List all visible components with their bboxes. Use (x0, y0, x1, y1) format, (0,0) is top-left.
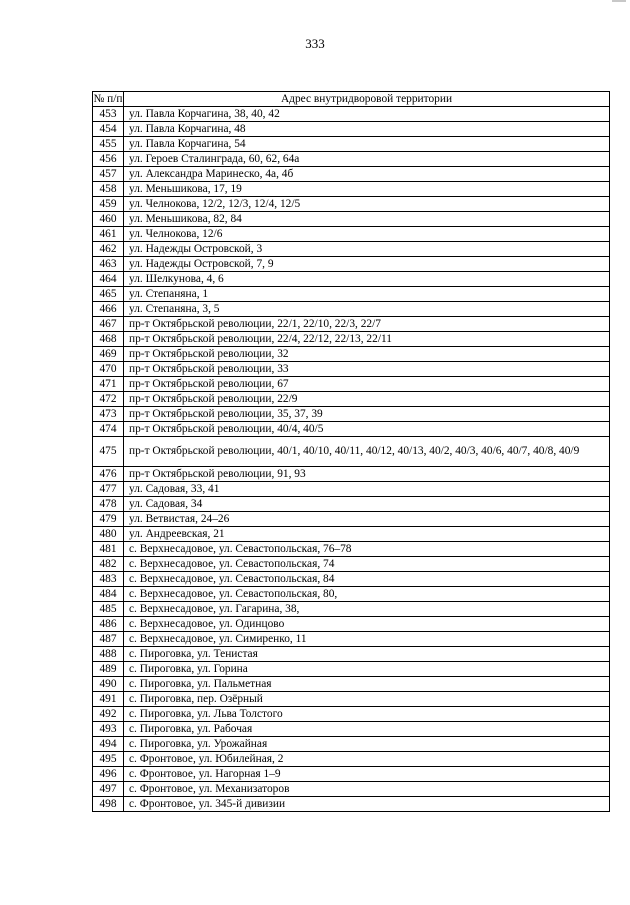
table-row (93, 782, 610, 797)
row-address: с. Пироговка, ул. Пальметная (124, 677, 610, 692)
table-body (93, 107, 610, 812)
row-address: с. Верхнесадовое, ул. Севастопольская, 74 (124, 557, 610, 572)
row-number: 495 (93, 752, 124, 767)
row-address: ул. Челнокова, 12/6 (124, 227, 610, 242)
table-row (93, 197, 610, 212)
row-address: с. Пироговка, ул. Урожайная (124, 737, 610, 752)
table-row (93, 137, 610, 152)
table-row (93, 182, 610, 197)
row-number: 454 (93, 122, 124, 137)
row-number: 463 (93, 257, 124, 272)
row-address: ул. Павла Корчагина, 54 (124, 137, 610, 152)
row-address: с. Верхнесадовое, ул. Севастопольская, 84 (124, 572, 610, 587)
row-address: пр-т Октябрьской революции, 22/1, 22/10, 22/3, 22/7 (124, 317, 610, 332)
row-address: ул. Садовая, 34 (124, 497, 610, 512)
table-row (93, 272, 610, 287)
row-address: с. Фронтовое, ул. Механизаторов (124, 782, 610, 797)
table-row (93, 602, 610, 617)
table-row (93, 497, 610, 512)
table-row (93, 377, 610, 392)
row-number: 457 (93, 167, 124, 182)
row-address: пр-т Октябрьской революции, 35, 37, 39 (124, 407, 610, 422)
page-number: 333 (305, 36, 325, 51)
row-number: 459 (93, 197, 124, 212)
table-row (93, 392, 610, 407)
table-row (93, 737, 610, 752)
row-address: с. Пироговка, ул. Льва Толстого (124, 707, 610, 722)
row-address: с. Верхнесадовое, ул. Севастопольская, 80, (124, 587, 610, 602)
table-row (93, 302, 610, 317)
row-address: пр-т Октябрьской революции, 67 (124, 377, 610, 392)
row-number: 484 (93, 587, 124, 602)
table-row (93, 212, 610, 227)
row-number: 483 (93, 572, 124, 587)
row-number: 472 (93, 392, 124, 407)
table-row (93, 662, 610, 677)
row-address: ул. Шелкунова, 4, 6 (124, 272, 610, 287)
table-row (93, 437, 610, 467)
header-address: Адрес внутридворовой территории (124, 92, 610, 107)
table-row (93, 767, 610, 782)
row-address: с. Фронтовое, ул. Нагорная 1–9 (124, 767, 610, 782)
table-row (93, 797, 610, 812)
row-number: 462 (93, 242, 124, 257)
row-number: 470 (93, 362, 124, 377)
row-number: 461 (93, 227, 124, 242)
row-address: пр-т Октябрьской революции, 40/4, 40/5 (124, 422, 610, 437)
table-row (93, 242, 610, 257)
row-number: 453 (93, 107, 124, 122)
row-address: с. Верхнесадовое, ул. Одинцово (124, 617, 610, 632)
table-row (93, 542, 610, 557)
table-row (93, 587, 610, 602)
row-number: 455 (93, 137, 124, 152)
table-row (93, 752, 610, 767)
row-number: 477 (93, 482, 124, 497)
row-address: ул. Героев Сталинграда, 60, 62, 64а (124, 152, 610, 167)
table-row (93, 122, 610, 137)
row-address: с. Верхнесадовое, ул. Гагарина, 38, (124, 602, 610, 617)
row-number: 490 (93, 677, 124, 692)
row-number: 475 (93, 437, 124, 467)
row-address: ул. Степаняна, 1 (124, 287, 610, 302)
table-row (93, 572, 610, 587)
row-address: пр-т Октябрьской революции, 33 (124, 362, 610, 377)
table-header-row (93, 92, 610, 107)
table-row (93, 722, 610, 737)
row-address: пр-т Октябрьской революции, 91, 93 (124, 467, 610, 482)
header-num: № п/п (93, 92, 123, 105)
row-address: с. Фронтовое, ул. 345-й дивизии (124, 797, 610, 812)
row-address: с. Пироговка, пер. Озёрный (124, 692, 610, 707)
row-address: ул. Надежды Островской, 7, 9 (124, 257, 610, 272)
row-address: ул. Александра Маринеско, 4а, 4б (124, 167, 610, 182)
row-number: 473 (93, 407, 124, 422)
row-number: 478 (93, 497, 124, 512)
row-number: 488 (93, 647, 124, 662)
table-row (93, 647, 610, 662)
table-row (93, 287, 610, 302)
row-address: ул. Меньшикова, 82, 84 (124, 212, 610, 227)
table-row (93, 362, 610, 377)
row-address: с. Верхнесадовое, ул. Симиренко, 11 (124, 632, 610, 647)
table-row (93, 167, 610, 182)
row-number: 460 (93, 212, 124, 227)
row-number: 468 (93, 332, 124, 347)
row-number: 491 (93, 692, 124, 707)
row-address: ул. Челнокова, 12/2, 12/3, 12/4, 12/5 (124, 197, 610, 212)
address-table (92, 91, 610, 812)
row-number: 496 (93, 767, 124, 782)
table-row (93, 692, 610, 707)
table-row (93, 512, 610, 527)
row-number: 465 (93, 287, 124, 302)
row-address: ул. Павла Корчагина, 38, 40, 42 (124, 107, 610, 122)
row-number: 464 (93, 272, 124, 287)
row-address: с. Пироговка, ул. Тенистая (124, 647, 610, 662)
row-number: 458 (93, 182, 124, 197)
scan-corner-mark (612, 0, 626, 2)
row-number: 469 (93, 347, 124, 362)
table-row (93, 257, 610, 272)
table-row (93, 557, 610, 572)
row-number: 456 (93, 152, 124, 167)
row-number: 497 (93, 782, 124, 797)
row-number: 479 (93, 512, 124, 527)
row-number: 466 (93, 302, 124, 317)
table-row (93, 422, 610, 437)
row-address: с. Пироговка, ул. Рабочая (124, 722, 610, 737)
row-address: ул. Надежды Островской, 3 (124, 242, 610, 257)
row-address: пр-т Октябрьской революции, 22/9 (124, 392, 610, 407)
row-number: 494 (93, 737, 124, 752)
row-number: 486 (93, 617, 124, 632)
row-number: 492 (93, 707, 124, 722)
table-row (93, 632, 610, 647)
row-address: пр-т Октябрьской революции, 32 (124, 347, 610, 362)
row-number: 476 (93, 467, 124, 482)
row-number: 482 (93, 557, 124, 572)
row-number: 489 (93, 662, 124, 677)
row-number: 487 (93, 632, 124, 647)
table-row (93, 677, 610, 692)
row-address: ул. Меньшикова, 17, 19 (124, 182, 610, 197)
table-row (93, 617, 610, 632)
table-row (93, 467, 610, 482)
row-number: 480 (93, 527, 124, 542)
row-number: 493 (93, 722, 124, 737)
table-row (93, 482, 610, 497)
table-row (93, 527, 610, 542)
table-row (93, 317, 610, 332)
row-number: 481 (93, 542, 124, 557)
row-number: 498 (93, 797, 124, 812)
row-address: с. Пироговка, ул. Горина (124, 662, 610, 677)
row-address: ул. Андреевская, 21 (124, 527, 610, 542)
row-number: 467 (93, 317, 124, 332)
table-row (93, 227, 610, 242)
row-number: 485 (93, 602, 124, 617)
row-address: ул. Садовая, 33, 41 (124, 482, 610, 497)
row-address: ул. Павла Корчагина, 48 (124, 122, 610, 137)
row-address: пр-т Октябрьской революции, 40/1, 40/10, 40/11, 40/12, 40/13, 40/2, 40/3, 40/6, 40/7, 40/8, 40/9 (124, 437, 610, 467)
table-row (93, 407, 610, 422)
row-number: 471 (93, 377, 124, 392)
table-row (93, 107, 610, 122)
table-row (93, 152, 610, 167)
table-row (93, 347, 610, 362)
row-address: ул. Ветвистая, 24–26 (124, 512, 610, 527)
row-address: пр-т Октябрьской революции, 22/4, 22/12, 22/13, 22/11 (124, 332, 610, 347)
table-row (93, 707, 610, 722)
row-number: 474 (93, 422, 124, 437)
row-address: ул. Степаняна, 3, 5 (124, 302, 610, 317)
table-row (93, 332, 610, 347)
row-address: с. Верхнесадовое, ул. Севастопольская, 76–78 (124, 542, 610, 557)
row-address: с. Фронтовое, ул. Юбилейная, 2 (124, 752, 610, 767)
